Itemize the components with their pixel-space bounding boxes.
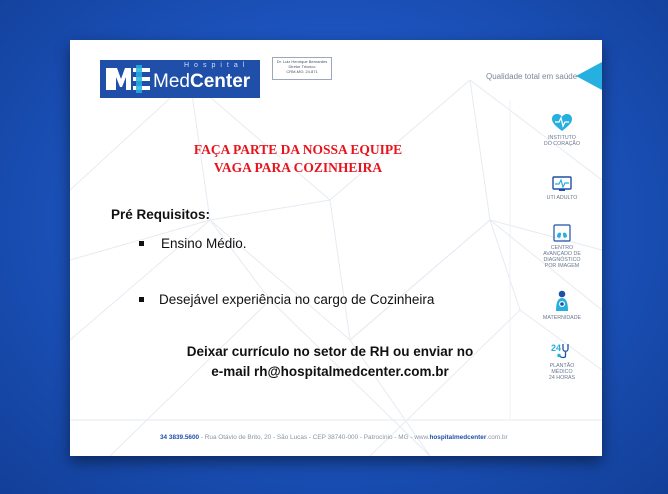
- lungs-icon: [553, 224, 571, 242]
- service-label-line: MÉDICO: [551, 369, 573, 375]
- requirement-text: Desejável experiência no cargo de Cozinheira: [159, 292, 435, 307]
- hospital-logo: [100, 60, 260, 98]
- service-label: [538, 363, 586, 381]
- service-label: MATERNIDADE: [542, 315, 582, 321]
- footer-address: - Rua Otávio de Brito, 20 - São Lucas - CEP 38740-000 - Patrocínio - MG - www.: [199, 434, 430, 441]
- logo-name-light: Med: [153, 71, 190, 92]
- logo-name: [153, 71, 250, 93]
- headline: [178, 141, 418, 177]
- service-label-line: CENTRO: [550, 245, 574, 251]
- service-label-line: DO CORAÇÃO: [543, 141, 581, 147]
- footer-site-tail: .com.br: [486, 434, 508, 441]
- tagline-arrow-icon: [576, 62, 602, 90]
- heart-monitor-icon: [552, 114, 572, 132]
- job-posting-card: [70, 40, 602, 456]
- requirements-title: Pré Requisitos:: [111, 207, 211, 222]
- cta-line-1: Deixar currículo no setor de RH ou enviar no: [186, 344, 474, 359]
- service-label: UTI ADULTO: [546, 195, 578, 201]
- service-item: [538, 224, 586, 269]
- bullet-icon: [139, 241, 144, 246]
- footer-phone: 34 3839.5600: [160, 434, 200, 441]
- service-item: [538, 114, 586, 147]
- director-role: Diretor Técnico: [288, 64, 316, 69]
- service-label: [538, 135, 586, 147]
- 24h-stethoscope-icon: [551, 342, 573, 360]
- requirement-item: [139, 292, 434, 307]
- service-label-line: AVANÇADO DE: [543, 251, 581, 257]
- bullet-icon: [139, 297, 144, 302]
- service-label-line: POR IMAGEM: [544, 263, 580, 269]
- director-crm: CRM-MG: 24.871: [286, 69, 318, 74]
- service-item: [538, 342, 586, 381]
- logo-name-bold: Center: [189, 71, 251, 92]
- technical-director-box: [272, 57, 332, 80]
- headline-line-1: FAÇA PARTE DA NOSSA EQUIPE: [193, 142, 403, 157]
- requirement-text: Ensino Médio.: [161, 236, 247, 251]
- svg-text:24: 24: [551, 343, 562, 353]
- application-instructions: [170, 342, 490, 382]
- footer-site: hospitalmedcenter: [429, 434, 487, 441]
- service-item: [538, 290, 586, 321]
- cta-line-2: e-mail rh@hospitalmedcenter.com.br: [211, 364, 449, 379]
- director-name: Dr. Luiz Henrique Bernardes: [276, 59, 328, 64]
- mother-baby-icon: [553, 290, 571, 312]
- service-label: [538, 245, 586, 269]
- medcenter-logo-mark-icon: [106, 65, 152, 93]
- monitor-icon: [552, 176, 572, 192]
- footer-contact: [160, 434, 508, 441]
- tagline: Qualidade total em saúde: [486, 72, 578, 81]
- headline-line-2: VAGA PARA COZINHEIRA: [213, 160, 383, 175]
- service-label-line: DIAGNÓSTICO: [543, 257, 581, 263]
- service-label-line: PLANTÃO: [549, 363, 575, 369]
- service-label-line: INSTITUTO: [548, 135, 576, 141]
- service-label-line: 24 HORAS: [548, 375, 576, 381]
- requirement-item: [139, 236, 247, 251]
- service-item: [538, 176, 586, 201]
- logo-hospital-word: Hospital: [184, 62, 250, 69]
